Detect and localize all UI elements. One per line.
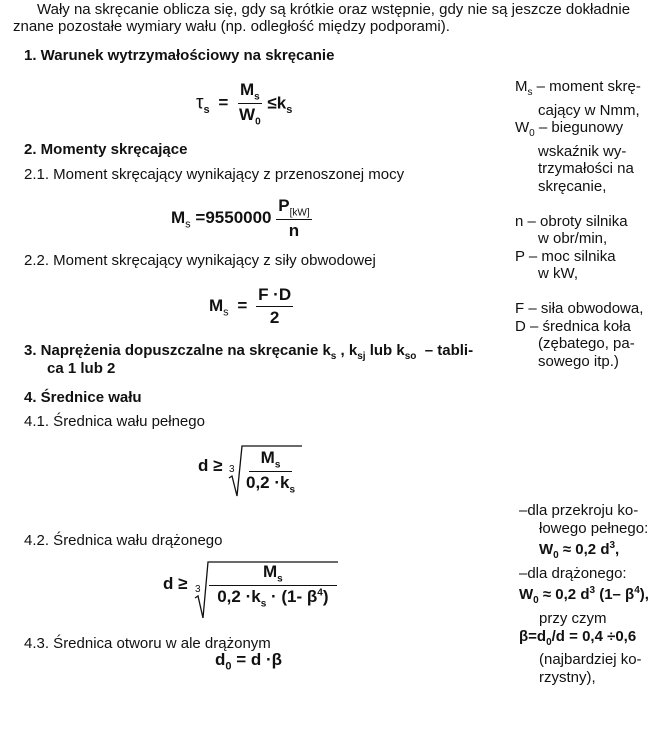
formula-bore-diameter: $d_0 = d \cdot\beta$ (215, 650, 283, 673)
sidebar-notes-bottom: –dla przekroju ko- łowego pełnego: $W_0 \approx 0,2$ $d^3$, –dla drążonego: $W_0 \approx 0,2$ $d^3$ (1– $\beta^4$), przy czym $\beta=d_0/d = 0,4 \div 0,6$ (najbardziej ko- rzystny), (519, 502, 649, 686)
formula-solid-shaft-diameter: d ≥ 3 $\frac{M_s}{0,2 \cdot k_s}$ (198, 440, 308, 500)
intro-line-1: Wały na skręcanie oblicza się, gdy są krótkie oraz wstępnie, gdy nie są jeszcze dokładnie (37, 1, 631, 18)
section-4-3: 4.3. Średnica otworu w ale drążonym (24, 635, 271, 652)
intro-line-2: znane pozostałe wymiary wału (np. odległość między podporami). (13, 18, 450, 35)
formula-moment-power: $M_s =9550000$ $\frac{P_{[kW]}}{n}$ (171, 196, 310, 241)
formula-hollow-shaft-diameter: d ≥ 3 $\frac{M_s}{0,2 \cdot k_s \cdot (1- \beta^4)}$ (163, 556, 343, 622)
section-2-1: 2.1. Moment skręcający wynikający z przenoszonej mocy (24, 166, 405, 183)
section-4-title: 4. Średnice wału (24, 389, 142, 406)
section-3-line-2: ca 1 lub 2 (47, 360, 116, 377)
formula-torsion-condition: $\tau_s$ = $\frac{M_s}{W_0}$ $\le k_s$ (196, 80, 293, 128)
sidebar-notes-top: $M_s$ – moment skrę- cający w Nmm, $W_0$ – biegunowy wskaźnik wy- trzymałości na skręcanie, n – obroty silnika w obr/min, P – moc silnika w kW, F – siła obwodowa, D – średnica koła (zębatego, pa- sowego itp.) (515, 78, 644, 370)
section-4-2: 4.2. Średnica wału drążonego (24, 532, 223, 549)
section-2-2: 2.2. Moment skręcający wynikający z siły obwodowej (24, 252, 376, 269)
section-2-title: 2. Momenty skręcające (24, 141, 188, 158)
section-3-line-1: 3. Naprężenia dopuszczalne na skręcanie $k_s$ , $k_{sj}$ lub $k_{so}$ – tabli- (24, 342, 474, 362)
section-1-title: 1. Warunek wytrzymałościowy na skręcanie (24, 47, 335, 64)
section-4-1: 4.1. Średnica wału pełnego (24, 413, 205, 430)
formula-moment-force: $M_s$ = $\frac{F \cdot D}{2}$ (209, 285, 292, 327)
